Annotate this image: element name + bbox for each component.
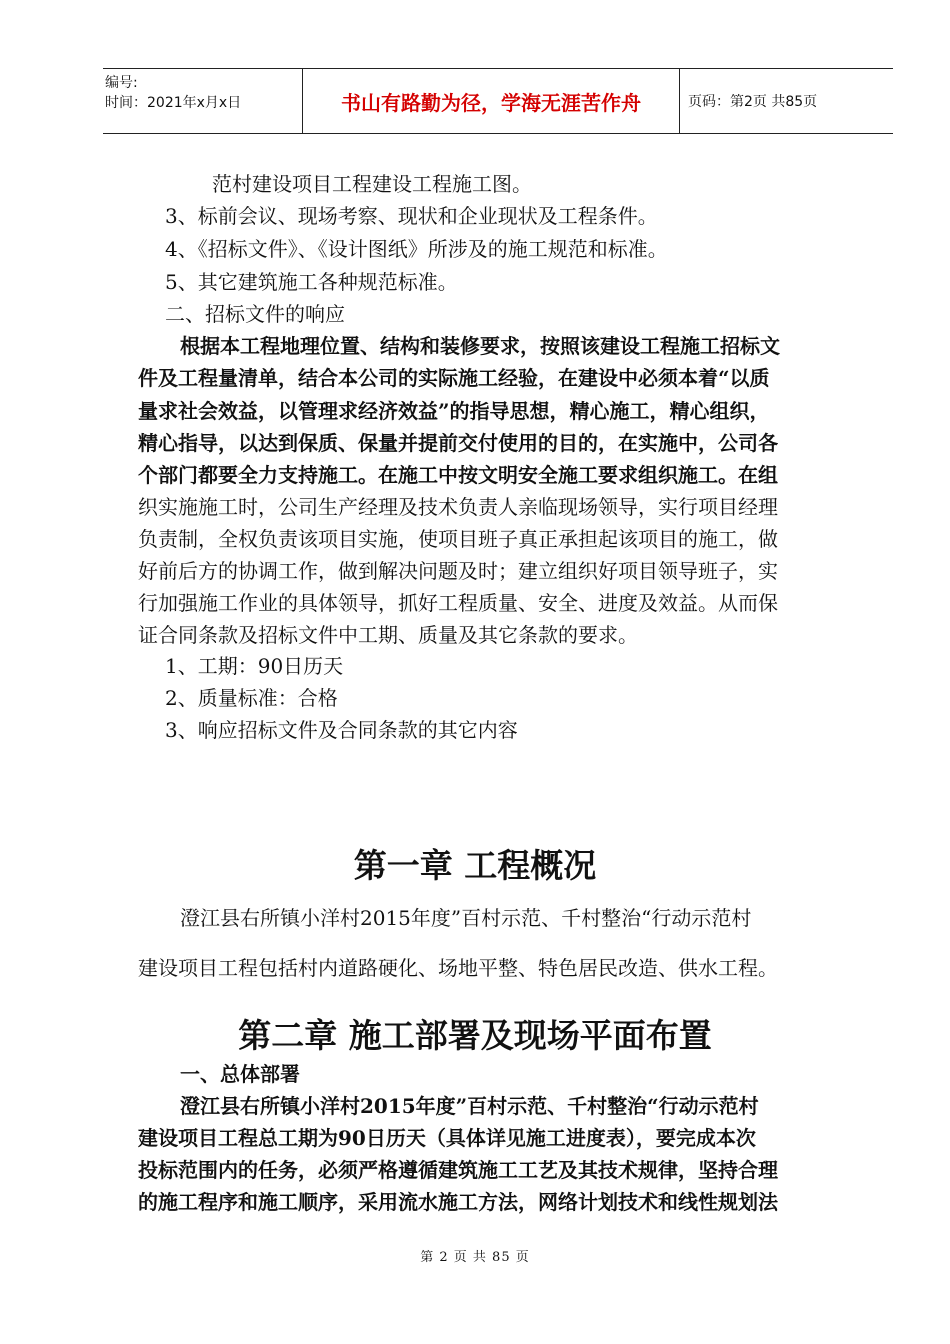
- body-line: 3、响应招标文件及合同条款的其它内容: [165, 718, 518, 742]
- chapter-2-line: 一、总体部署: [180, 1062, 300, 1086]
- body-line: 行加强施工作业的具体领导，抓好工程质量、安全、进度及效益。从而保: [138, 591, 778, 615]
- chapter-1-title: 第一章 工程概况: [353, 846, 597, 885]
- chapter-1-line: 建设项目工程包括村内道路硬化、场地平整、特色居民改造、供水工程。: [138, 956, 778, 980]
- chapter-2-line: 澄江县右所镇小洋村2015年度”百村示范、千村整治“行动示范村: [180, 1094, 759, 1118]
- page-footer: 第 2 页 共 85 页: [420, 1250, 530, 1265]
- body-line: 3、标前会议、现场考察、现状和企业现状及工程条件。: [165, 204, 658, 228]
- body-line: 量求社会效益，以管理求经济效益”的指导思想，精心施工，精心组织，: [138, 399, 770, 423]
- body-line: 2、质量标准：合格: [165, 686, 338, 710]
- chapter-2-title: 第二章 施工部署及现场平面布置: [238, 1016, 712, 1055]
- body-line: 4、《招标文件》、《设计图纸》所涉及的施工规范和标准。: [165, 237, 668, 261]
- body-line: 二、招标文件的响应: [165, 302, 345, 326]
- chapter-2-line: 建设项目工程总工期为90日历天（具体详见施工进度表），要完成本次: [138, 1126, 756, 1150]
- body-line: 负责制，全权负责该项目实施，使项目班子真正承担起该项目的施工，做: [138, 527, 778, 551]
- body-line: 个部门都要全力支持施工。在施工中按文明安全施工要求组织施工。在组: [138, 463, 778, 487]
- chapter-1-line: 澄江县右所镇小洋村2015年度”百村示范、千村整治“行动示范村: [180, 906, 752, 930]
- body-line: 好前后方的协调工作，做到解决问题及时；建立组织好项目领导班子，实: [138, 559, 778, 583]
- body-line: 1、工期：90日历天: [165, 654, 344, 678]
- body-line: 件及工程量清单，结合本公司的实际施工经验，在建设中必须本着“以质: [138, 366, 770, 390]
- header-meta: [103, 69, 303, 133]
- chapter-2-line: 的施工程序和施工顺序，采用流水施工方法，网络计划技术和线性规划法: [138, 1190, 778, 1214]
- body-line: 5、其它建筑施工各种规范标准。: [165, 270, 458, 294]
- chapter-2-line: 投标范围内的任务，必须严格遵循建筑施工工艺及其技术规律，坚持合理: [138, 1158, 778, 1182]
- body-line: 根据本工程地理位置、结构和装修要求，按照该建设工程施工招标文: [180, 334, 780, 358]
- body-line: 证合同条款及招标文件中工期、质量及其它条款的要求。: [138, 623, 638, 647]
- body-line: 精心指导，以达到保质、保量并提前交付使用的目的，在实施中，公司各: [138, 431, 778, 455]
- page-header: [103, 68, 893, 134]
- body-line: 织实施施工时，公司生产经理及技术负责人亲临现场领导，实行项目经理: [138, 495, 778, 519]
- body-line: 范村建设项目工程建设工程施工图。: [212, 172, 532, 196]
- header-page-code: 页码：第2页 共85页: [688, 94, 818, 110]
- header-number-label: 编号:: [105, 75, 138, 91]
- header-motto: 书山有路勤为径，学海无涯苦作舟: [303, 69, 680, 133]
- header-time-label: 时间：2021年x月x日: [105, 95, 242, 111]
